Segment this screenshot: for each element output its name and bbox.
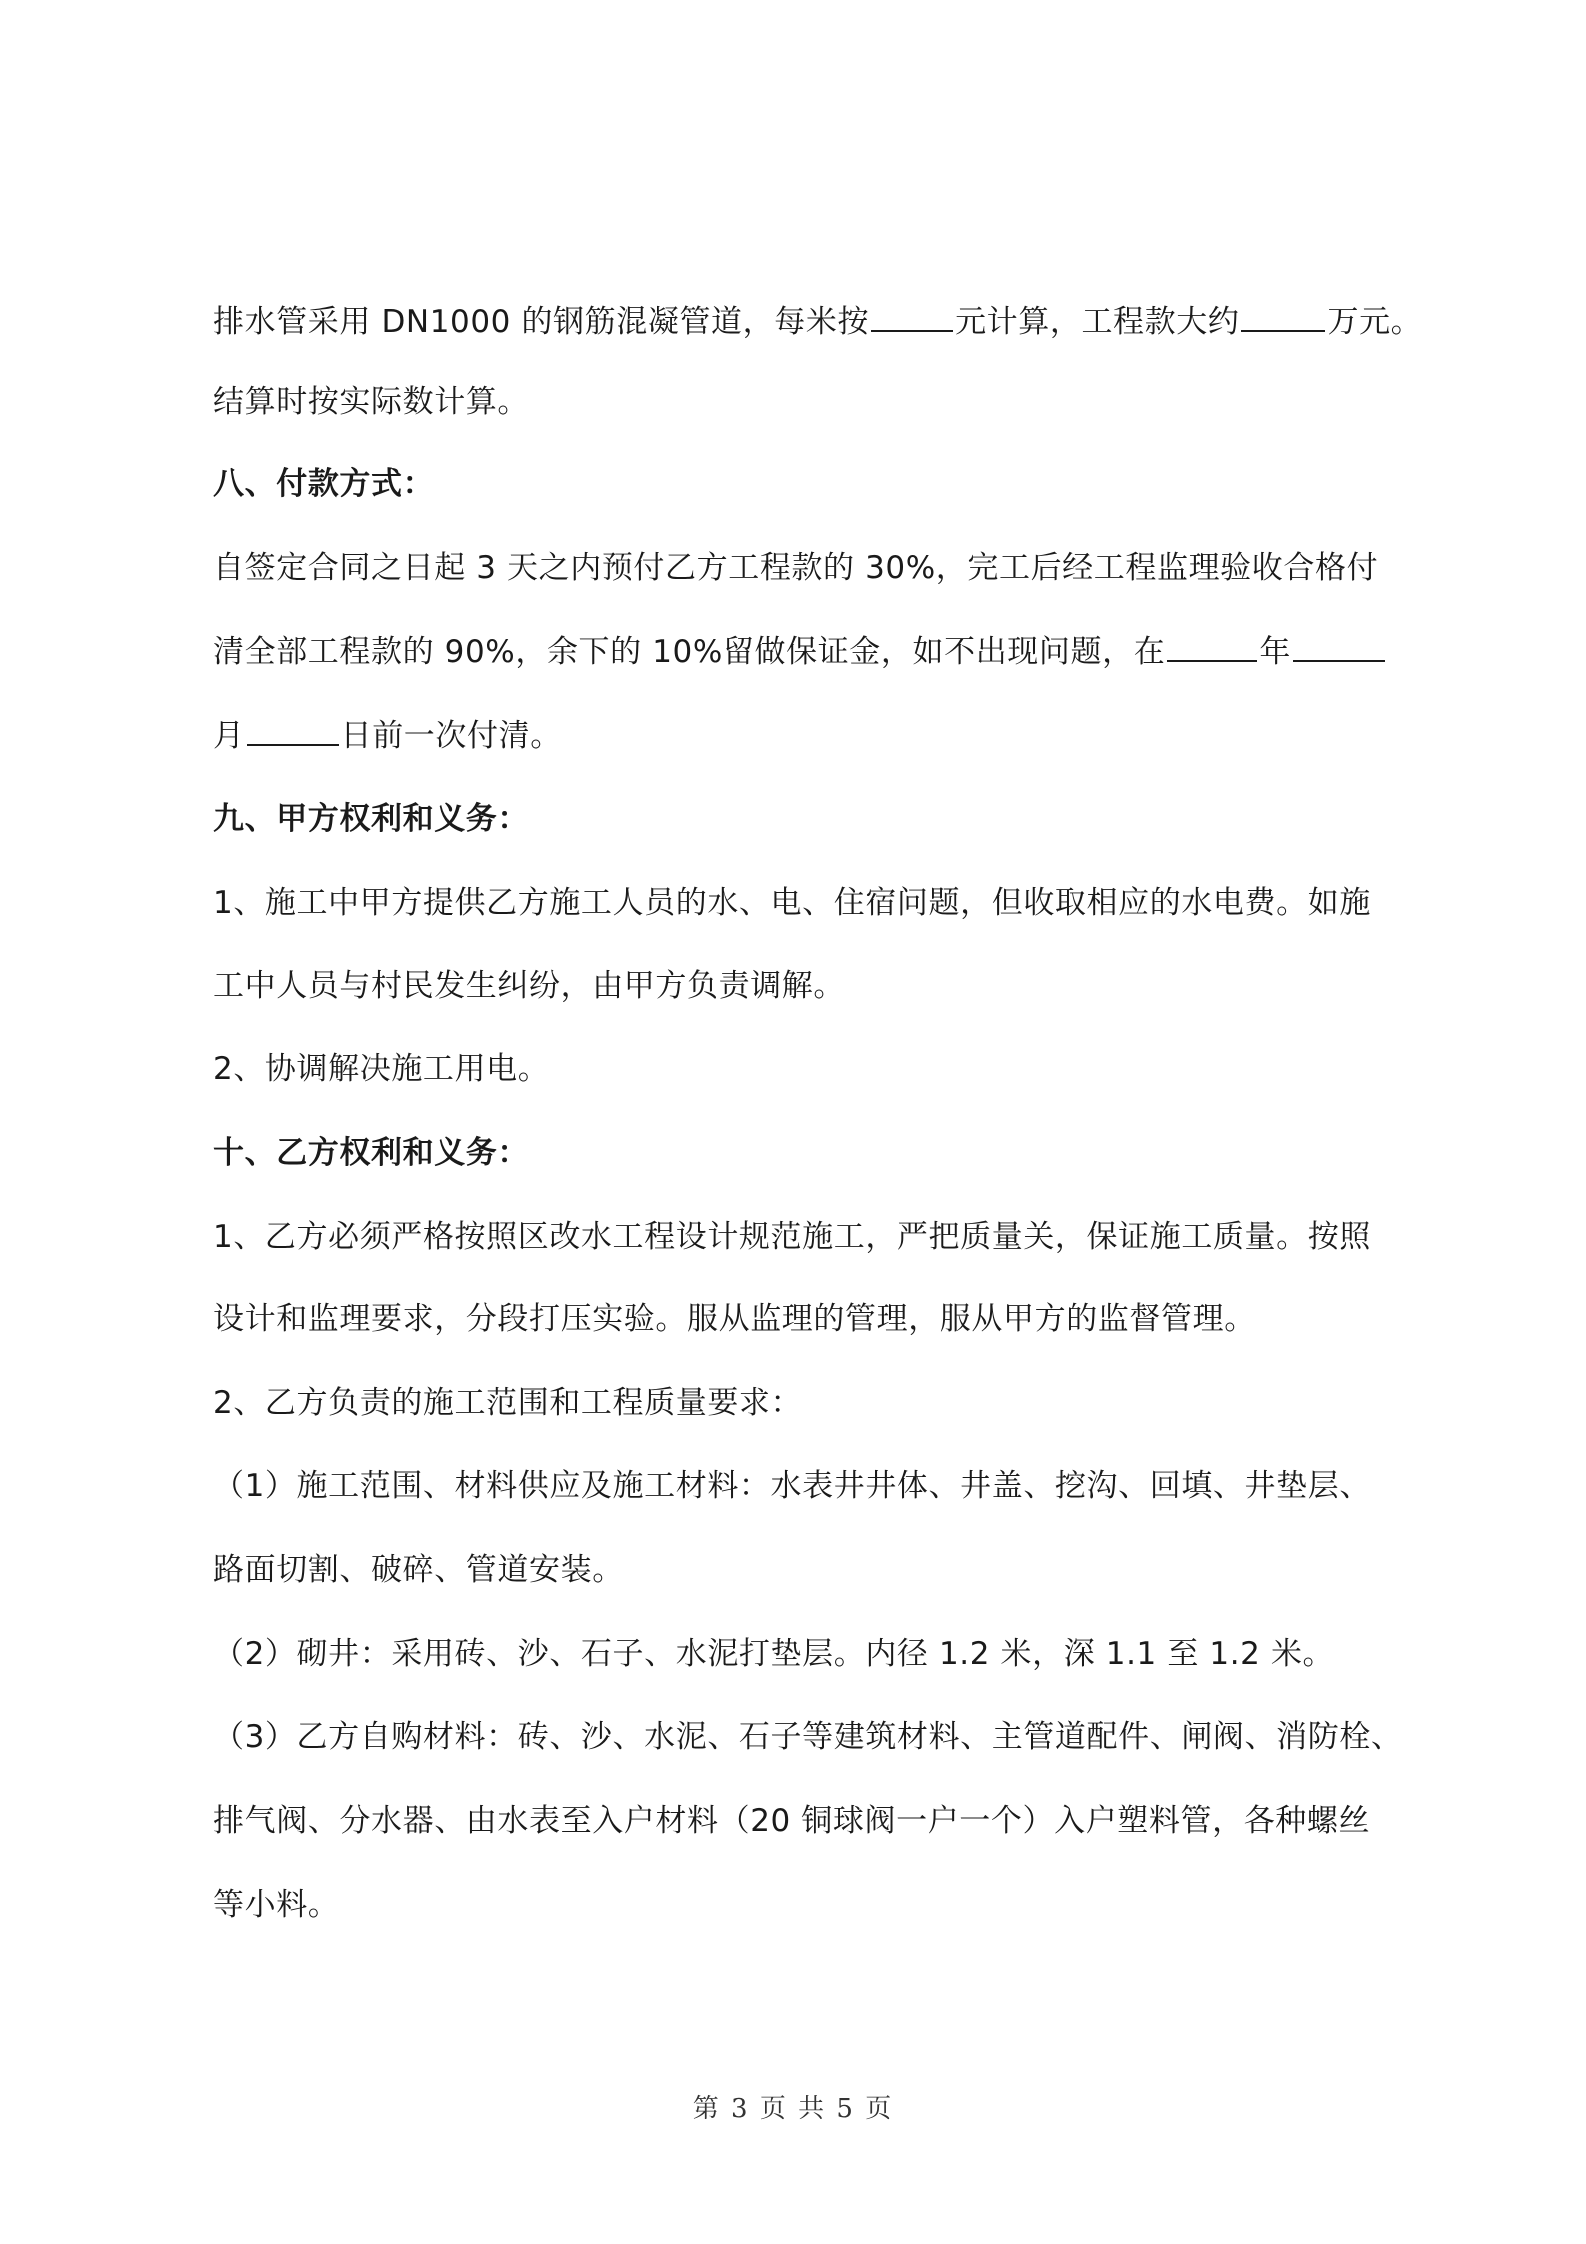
text-segment: 清全部工程款的 90%，余下的 10%留做保证金，如不出现问题，在: [213, 634, 1166, 670]
text-line: （3）乙方自购材料：砖、沙、水泥、石子等建筑材料、主管道配件、闸阀、消防栓、: [213, 1719, 1403, 1755]
text-line: 自签定合同之日起 3 天之内预付乙方工程款的 30%，完工后经工程监理验收合格付: [213, 550, 1379, 586]
fill-in-blank-month-prefix[interactable]: [1293, 630, 1385, 662]
text-line: 1、乙方必须严格按照区改水工程设计规范施工，严把质量关，保证施工质量。按照: [213, 1219, 1371, 1255]
fill-in-blank-price-per-meter[interactable]: [871, 300, 953, 332]
section-heading-party-b: 十、乙方权利和义务：: [213, 1135, 529, 1171]
fill-in-blank-day[interactable]: [247, 714, 339, 746]
text-line: （2）砌井：采用砖、沙、石子、水泥打垫层。内径 1.2 米，深 1.1 至 1.2 米。: [213, 1636, 1335, 1672]
text-line: 排气阀、分水器、由水表至入户材料（20 铜球阀一户一个）入户塑料管，各种螺丝: [213, 1803, 1371, 1839]
text-line: [213, 630, 1386, 674]
text-segment: 万元。: [1327, 304, 1423, 340]
section-heading-party-a: 九、甲方权利和义务：: [213, 801, 529, 837]
text-line: [213, 714, 1386, 758]
text-line: 1、施工中甲方提供乙方施工人员的水、电、住宿问题，但收取相应的水电费。如施: [213, 885, 1371, 921]
text-line: （1）施工范围、材料供应及施工材料：水表井井体、井盖、挖沟、回填、井垫层、: [213, 1468, 1371, 1504]
text-line: 工中人员与村民发生纠纷，由甲方负责调解。: [213, 968, 845, 1004]
page-number: 第 3 页 共 5 页: [692, 2094, 894, 2124]
text-segment: 年: [1259, 634, 1291, 670]
text-line: 2、协调解决施工用电。: [213, 1051, 550, 1087]
text-line: 路面切割、破碎、管道安装。: [213, 1552, 624, 1588]
text-segment: 日前一次付清。: [340, 718, 562, 754]
text-line: [213, 300, 1423, 344]
text-segment: 月: [213, 718, 245, 754]
text-segment: 元计算，工程款大约: [955, 304, 1240, 340]
text-line: 等小料。: [213, 1887, 340, 1923]
text-line: 2、乙方负责的施工范围和工程质量要求：: [213, 1385, 803, 1421]
fill-in-blank-year[interactable]: [1167, 630, 1257, 662]
section-heading-payment: 八、付款方式：: [213, 466, 435, 502]
fill-in-blank-total-amount[interactable]: [1241, 300, 1325, 332]
text-segment: 排水管采用 DN1000 的钢筋混凝管道，每米按: [213, 304, 870, 340]
text-line: 设计和监理要求，分段打压实验。服从监理的管理，服从甲方的监督管理。: [213, 1301, 1256, 1337]
text-line: 结算时按实际数计算。: [213, 384, 529, 420]
